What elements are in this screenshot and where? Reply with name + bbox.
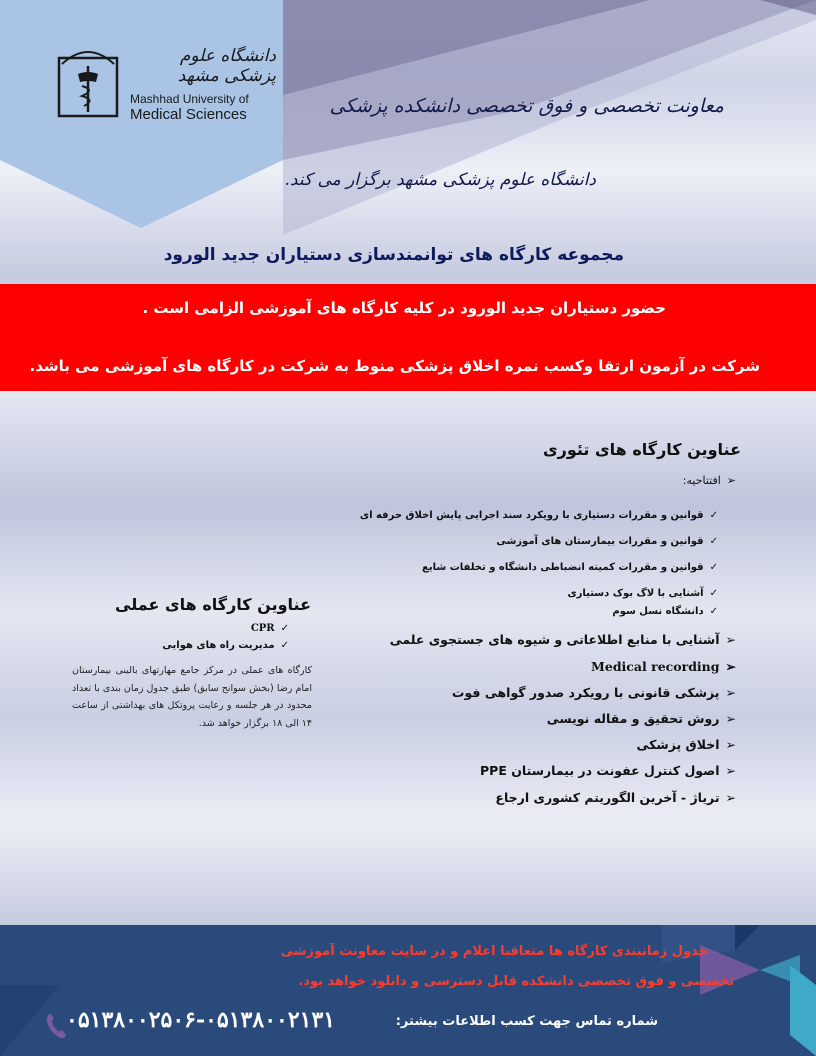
opening-label: افتتاحیه: [682, 474, 721, 487]
arrow-check-icon: ➢ [725, 711, 736, 726]
list-item: ✓CPR [250, 623, 289, 634]
arrow-check-icon: ➢ [725, 763, 736, 778]
university-name-en-line1: Mashhad University of [130, 92, 249, 106]
phone-icon [44, 1012, 68, 1040]
list-item: ➢تریاژ - آخرین الگوریتم کشوری ارجاع [495, 790, 736, 805]
schedule-line1: جدول زمانبندی کارگاه ها متعاقبا اعلام و در سایت معاونت آموزشی [280, 944, 708, 959]
list-item: ✓آشنایی با لاگ بوک دستیاری [567, 588, 718, 599]
list-item: ✓مدیریت راه های هوایی [162, 640, 289, 651]
organizer-line2: دانشگاه علوم پزشکی مشهد برگزار می کند. [284, 170, 596, 190]
arrow-check-icon: ➢ [725, 790, 736, 805]
arrow-check-icon: ➢ [725, 685, 736, 700]
caduceus-emblem-icon [56, 44, 120, 122]
university-name-fa: دانشگاه علوم پزشکی مشهد [177, 46, 276, 86]
list-item: ✓قوانین و مقررات کمیته انضباطی دانشگاه و تخلفات شایع [422, 562, 718, 573]
notice-banner [0, 284, 816, 391]
check-icon: ✓ [709, 562, 718, 573]
list-item: ➢آشنایی با منابع اطلاعاتی و شیوه های جستجوی علمی [389, 632, 736, 647]
arrow-check-icon: ➢ [725, 659, 736, 674]
page-title: مجموعه کارگاه های توانمندسازی دستیاران جدید الورود [163, 245, 624, 265]
university-name-en-line2: Medical Sciences [130, 106, 247, 123]
check-icon: ✓ [280, 640, 289, 651]
list-item: ➢Medical recording [591, 659, 736, 674]
list-item: ➢اخلاق پزشکی [636, 737, 736, 752]
list-item: ✓قوانین و مقررات بیمارستان های آموزشی [496, 536, 718, 547]
schedule-line2: تخصصی و فوق تخصصی دانشکده قابل دسترسی و دانلود خواهد بود. [298, 974, 734, 989]
theory-section-title: عناوین کارگاه های تئوری [542, 440, 741, 459]
list-item: ✓دانشگاه نسل سوم [612, 606, 718, 617]
list-item: ➢پزشکی قانونی با رویکرد صدور گواهی فوت [451, 685, 736, 700]
check-icon: ✓ [709, 536, 718, 547]
list-item: ➢روش تحقیق و مقاله نویسی [546, 711, 736, 726]
notice-line2: شرکت در آزمون ارتقا وکسب نمره اخلاق پزشکی منوط به شرکت در کارگاه های آموزشی می باشد. [29, 357, 760, 375]
organizer-line1: معاونت تخصصی و فوق تخصصی دانشکده پزشکی [329, 95, 724, 117]
phone-numbers[interactable]: ۰۵۱۳۸۰۰۲۵۰۶-۰۵۱۳۸۰۰۲۱۳۱ [66, 1007, 336, 1033]
university-logo [56, 44, 276, 129]
check-icon: ✓ [280, 623, 289, 634]
practical-section-title: عناوین کارگاه های عملی [115, 595, 311, 614]
notice-line1: حضور دستیاران جدید الورود در کلیه کارگاه های آموزشی الزامی است . [142, 299, 666, 317]
arrow-check-icon: ➢ [725, 737, 736, 752]
arrow-check-icon: ➢ [726, 474, 736, 487]
check-icon: ✓ [709, 606, 718, 617]
contact-label: شماره تماس جهت کسب اطلاعات بیشتر: [395, 1014, 658, 1029]
list-item: ✓قوانین و مقررات دستیاری با رویکرد سند اجرایی پایش اخلاق حرفه ای [359, 510, 718, 521]
opening-item [683, 474, 736, 487]
arrow-check-icon: ➢ [725, 632, 736, 647]
practical-description: کارگاه های عملی در مرکز جامع مهارتهای بالینی بیمارستان امام رضا (بخش سوانح سابق) طبق جدول زمان بندی با تعداد محدود در هر جلسه و رعایت پروتکل های بهداشتی از ساعت ۱۴ الی ۱۸ برگزار خواهد شد. [72, 665, 312, 729]
check-icon: ✓ [709, 588, 718, 599]
list-item: ➢اصول کنترل عفونت در بیمارستان PPE [480, 763, 736, 778]
check-icon: ✓ [709, 510, 718, 521]
